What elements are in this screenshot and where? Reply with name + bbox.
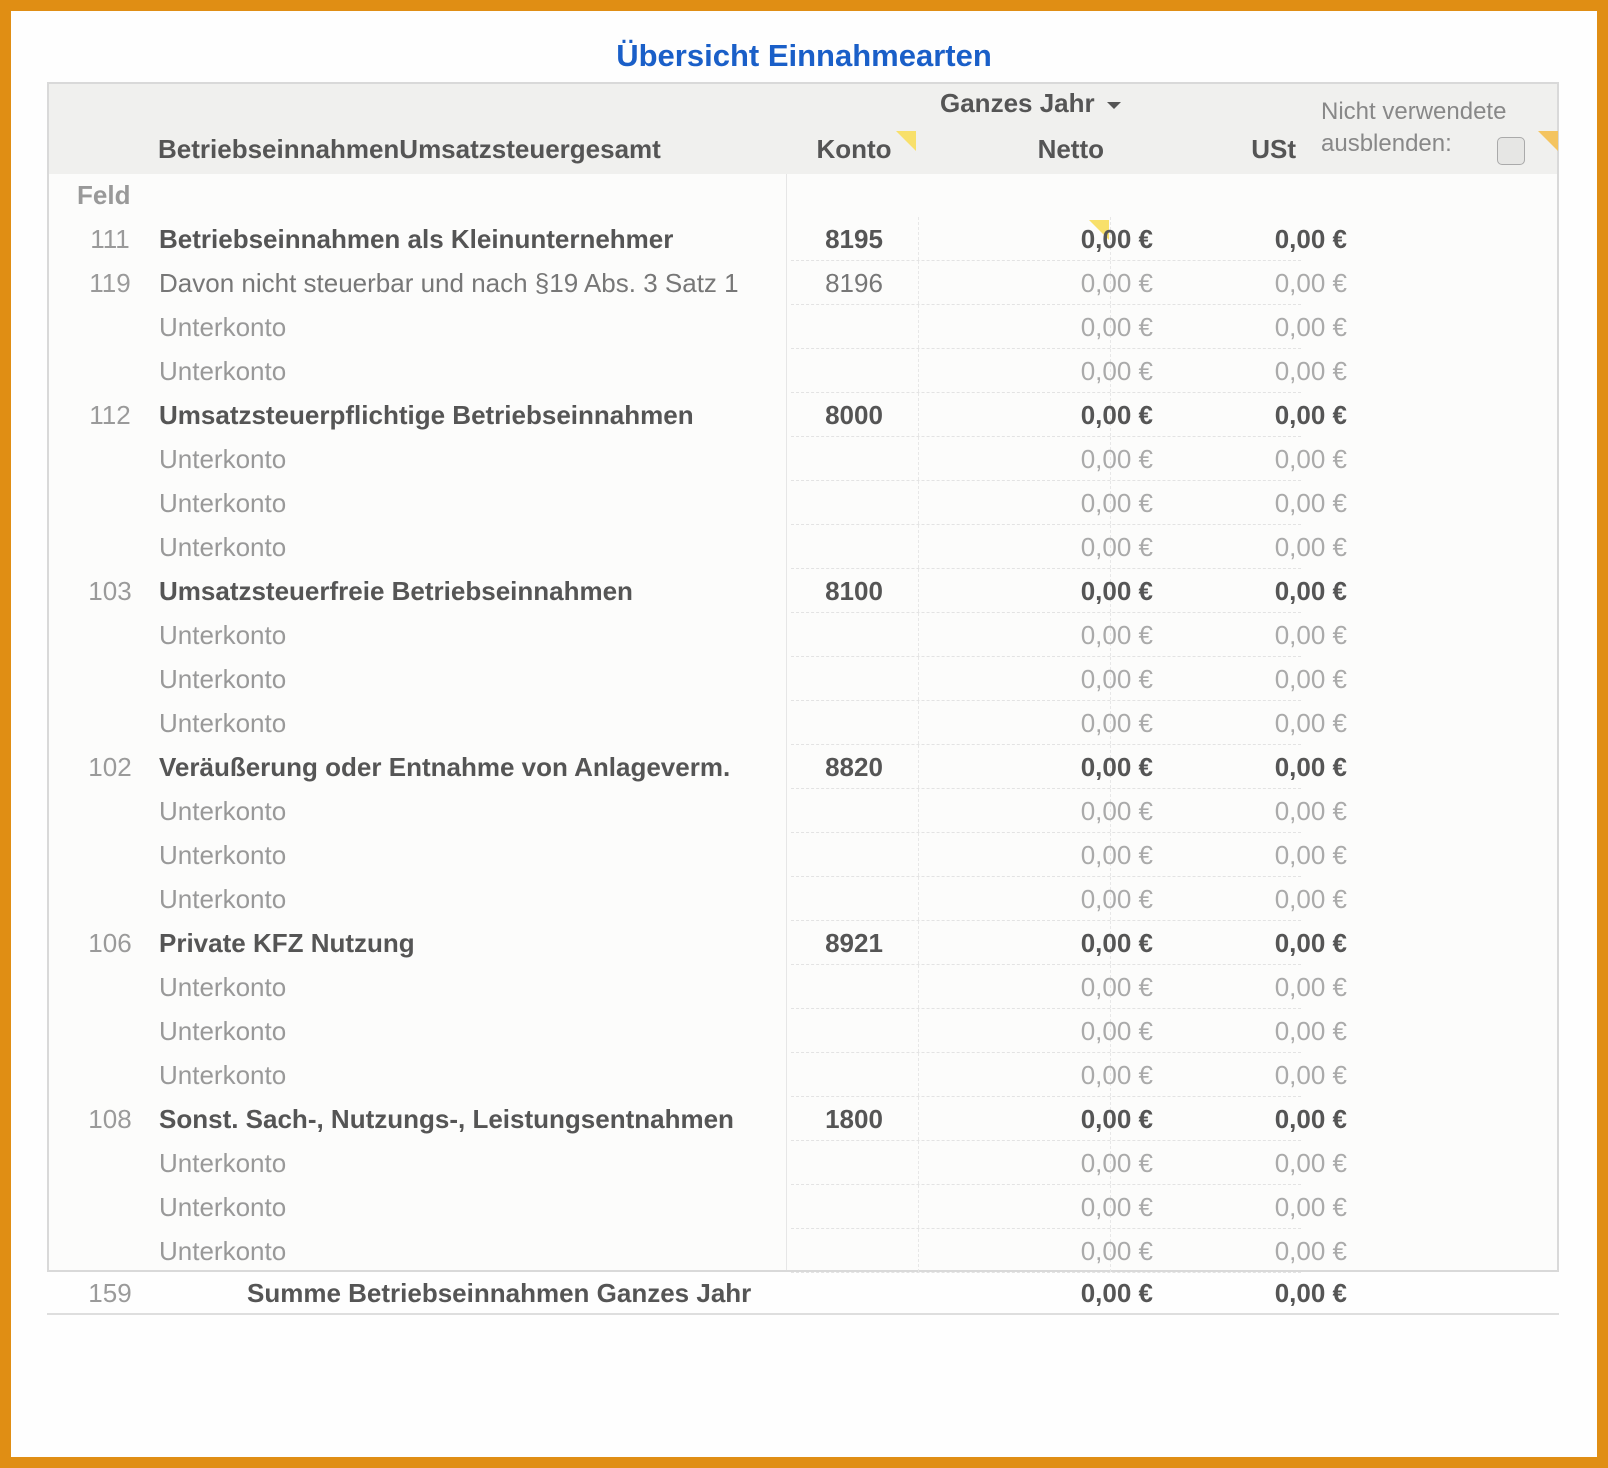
row-netto: 0,00 € <box>1080 796 1153 826</box>
row-label[interactable]: Veräußerung oder Entnahme von Anlageverm. <box>159 752 731 782</box>
row-netto: 0,00 € <box>1080 840 1153 870</box>
row-ust: 0,00 € <box>1274 1016 1347 1046</box>
row-ust: 0,00 € <box>1274 664 1347 694</box>
row-netto: 0,00 € <box>1080 1104 1153 1134</box>
row-label[interactable]: Unterkonto <box>159 532 287 562</box>
row-ust: 0,00 € <box>1274 268 1347 298</box>
row-ust: 0,00 € <box>1274 576 1347 606</box>
row-ust: 0,00 € <box>1274 840 1347 870</box>
row-ust: 0,00 € <box>1274 444 1347 474</box>
subaccount-row[interactable] <box>49 525 1347 569</box>
row-konto[interactable]: 8100 <box>825 576 883 606</box>
hide-unused-checkbox[interactable] <box>1497 137 1525 165</box>
row-label[interactable]: Unterkonto <box>159 444 287 474</box>
table-row[interactable] <box>49 921 1347 965</box>
row-netto: 0,00 € <box>1080 224 1153 254</box>
row-feld: 112 <box>89 400 131 430</box>
row-ust: 0,00 € <box>1274 752 1347 782</box>
subaccount-row[interactable] <box>49 657 1347 701</box>
row-label[interactable]: Betriebseinnahmen als Kleinunternehmer <box>159 224 674 254</box>
row-netto: 0,00 € <box>1080 928 1153 958</box>
table-row[interactable] <box>49 217 1347 261</box>
row-netto: 0,00 € <box>1080 1148 1153 1178</box>
row-label[interactable]: Unterkonto <box>159 796 287 826</box>
row-ust: 0,00 € <box>1274 620 1347 650</box>
hide-unused-label-line1: Nicht verwendete <box>1321 98 1507 125</box>
row-label[interactable]: Unterkonto <box>159 1016 287 1046</box>
table-row[interactable] <box>49 1097 1347 1141</box>
row-netto: 0,00 € <box>1080 400 1153 430</box>
summary-feld: 159 <box>88 1278 132 1308</box>
row-feld: 119 <box>89 268 131 298</box>
subaccount-row[interactable] <box>49 1141 1347 1185</box>
row-netto: 0,00 € <box>1080 884 1153 914</box>
row-ust: 0,00 € <box>1274 400 1347 430</box>
row-feld: 111 <box>90 224 130 254</box>
row-feld: 108 <box>88 1104 132 1134</box>
row-ust: 0,00 € <box>1274 1192 1347 1222</box>
period-dropdown[interactable] <box>940 88 1121 119</box>
row-ust: 0,00 € <box>1274 708 1347 738</box>
row-netto: 0,00 € <box>1080 576 1153 606</box>
row-netto: 0,00 € <box>1080 752 1153 782</box>
subaccount-row[interactable] <box>49 1053 1347 1097</box>
row-label[interactable]: Unterkonto <box>159 884 287 914</box>
comment-marker-icon[interactable] <box>896 131 916 151</box>
row-ust: 0,00 € <box>1274 1060 1347 1090</box>
table-row[interactable] <box>49 393 1347 437</box>
caret-down-icon <box>1107 102 1121 109</box>
row-netto: 0,00 € <box>1080 1016 1153 1046</box>
subaccount-row[interactable] <box>49 701 1347 745</box>
row-label[interactable]: Unterkonto <box>159 840 287 870</box>
bottom-rule <box>47 1313 1559 1315</box>
row-label[interactable]: Unterkonto <box>159 708 287 738</box>
subaccount-row[interactable] <box>49 833 1347 877</box>
row-ust: 0,00 € <box>1274 1148 1347 1178</box>
row-netto: 0,00 € <box>1080 268 1153 298</box>
row-label[interactable]: Unterkonto <box>159 356 287 386</box>
row-konto[interactable]: 8000 <box>825 400 883 430</box>
row-feld: 103 <box>88 576 132 606</box>
row-netto: 0,00 € <box>1080 488 1153 518</box>
row-label[interactable]: Davon nicht steuerbar und nach §19 Abs. 3 Satz 1 <box>159 268 739 298</box>
row-netto: 0,00 € <box>1080 1060 1153 1090</box>
row-konto[interactable]: 8195 <box>825 224 883 254</box>
row-konto[interactable]: 8196 <box>825 268 883 298</box>
row-label[interactable]: Unterkonto <box>159 1236 287 1266</box>
subaccount-row[interactable] <box>49 613 1347 657</box>
hide-unused-label-line2: ausblenden: <box>1321 130 1452 157</box>
row-label[interactable]: Unterkonto <box>159 664 287 694</box>
row-netto: 0,00 € <box>1080 312 1153 342</box>
table-row[interactable] <box>49 569 1347 613</box>
row-netto: 0,00 € <box>1080 1236 1153 1266</box>
row-netto: 0,00 € <box>1080 620 1153 650</box>
table-row[interactable] <box>49 745 1347 789</box>
summary-label: Summe Betriebseinnahmen Ganzes Jahr <box>247 1278 752 1308</box>
row-konto[interactable]: 8820 <box>825 752 883 782</box>
table-row[interactable] <box>49 261 1347 305</box>
comment-marker-icon[interactable] <box>1538 131 1558 151</box>
summary-ust: 0,00 € <box>1274 1278 1347 1308</box>
row-konto[interactable]: 8921 <box>825 928 883 958</box>
row-label[interactable]: Sonst. Sach-, Nutzungs-, Leistungsentnahmen <box>159 1104 734 1134</box>
row-ust: 0,00 € <box>1274 356 1347 386</box>
subaccount-row[interactable] <box>49 349 1347 393</box>
row-netto: 0,00 € <box>1080 532 1153 562</box>
row-ust: 0,00 € <box>1274 1236 1347 1266</box>
row-netto: 0,00 € <box>1080 972 1153 1002</box>
row-ust: 0,00 € <box>1274 312 1347 342</box>
row-label[interactable]: Unterkonto <box>159 1148 287 1178</box>
row-label[interactable]: Unterkonto <box>159 972 287 1002</box>
subaccount-row[interactable] <box>49 437 1347 481</box>
row-ust: 0,00 € <box>1274 488 1347 518</box>
row-netto: 0,00 € <box>1080 1192 1153 1222</box>
row-label[interactable]: Unterkonto <box>159 488 287 518</box>
summary-netto: 0,00 € <box>1080 1278 1153 1308</box>
column-header-konto: Konto <box>816 134 892 164</box>
row-ust: 0,00 € <box>1274 796 1347 826</box>
row-feld: 102 <box>88 752 132 782</box>
row-ust: 0,00 € <box>1274 224 1347 254</box>
row-label[interactable]: Unterkonto <box>159 312 287 342</box>
summary-row <box>49 1271 1347 1315</box>
subaccount-row[interactable] <box>49 1185 1347 1229</box>
row-ust: 0,00 € <box>1274 532 1347 562</box>
row-feld: 106 <box>88 928 132 958</box>
row-netto: 0,00 € <box>1080 444 1153 474</box>
row-netto: 0,00 € <box>1080 356 1153 386</box>
row-label[interactable]: Umsatzsteuerfreie Betriebseinnahmen <box>159 576 633 606</box>
subaccount-row[interactable] <box>49 1229 1347 1273</box>
subaccount-row[interactable] <box>49 965 1347 1009</box>
row-label[interactable]: Private KFZ Nutzung <box>159 928 415 958</box>
subaccount-row[interactable] <box>49 789 1347 833</box>
row-konto[interactable]: 1800 <box>825 1104 883 1134</box>
row-label[interactable]: Unterkonto <box>159 1060 287 1090</box>
page-title: Übersicht Einnahmearten <box>616 38 992 73</box>
feld-header-row <box>49 173 1301 217</box>
row-ust: 0,00 € <box>1274 972 1347 1002</box>
subaccount-row[interactable] <box>49 1009 1347 1053</box>
column-header-netto: Netto <box>1037 134 1104 164</box>
row-netto: 0,00 € <box>1080 664 1153 694</box>
row-ust: 0,00 € <box>1274 928 1347 958</box>
row-label[interactable]: Unterkonto <box>159 1192 287 1222</box>
subaccount-row[interactable] <box>49 877 1347 921</box>
row-label[interactable]: Umsatzsteuerpflichtige Betriebseinnahmen <box>159 400 694 430</box>
period-label: Ganzes Jahr <box>940 88 1095 118</box>
row-label[interactable]: Unterkonto <box>159 620 287 650</box>
subaccount-row[interactable] <box>49 481 1347 525</box>
row-ust: 0,00 € <box>1274 1104 1347 1134</box>
subaccount-row[interactable] <box>49 305 1347 349</box>
column-header-ust: USt <box>1251 134 1296 164</box>
column-header-feld: Feld <box>77 180 131 210</box>
row-ust: 0,00 € <box>1274 884 1347 914</box>
column-header-name: BetriebseinnahmenUmsatzsteuergesamt <box>158 134 661 164</box>
row-netto: 0,00 € <box>1080 708 1153 738</box>
